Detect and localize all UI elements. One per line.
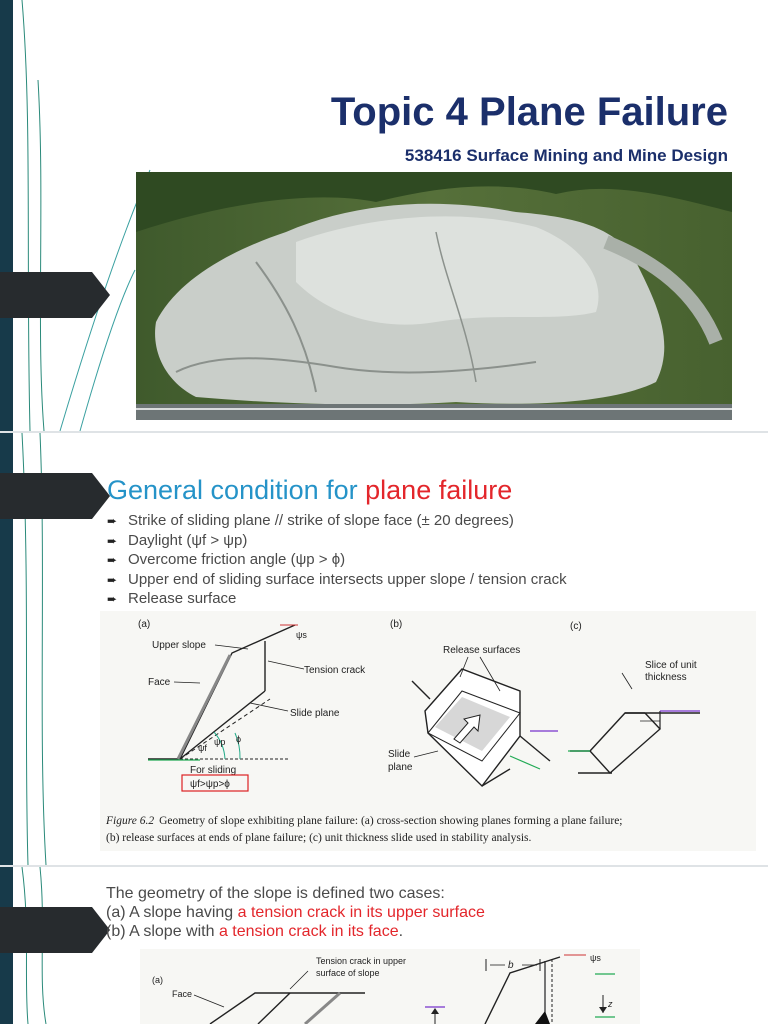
svg-text:plane: plane: [388, 762, 413, 773]
section-heading: General condition for plane failure: [107, 475, 513, 505]
arrow-bullet-icon: ➨: [107, 533, 118, 548]
list-item: ➨ Strike of sliding plane // strike of slope face (± 20 degrees): [107, 511, 567, 531]
list-item: ➨ Daylight (ψf > ψp): [107, 531, 567, 551]
rock-slope-photo: [136, 172, 732, 420]
section-tab: [0, 272, 110, 318]
panel-c-label: (c): [570, 621, 582, 632]
course-subtitle: 538416 Surface Mining and Mine Design: [404, 146, 728, 165]
plane-failure-figure: [100, 611, 756, 851]
face-label: Face: [172, 989, 193, 999]
svg-text:ψp: ψp: [214, 737, 226, 747]
list-item: ➨ Upper end of sliding surface intersects upper slope / tension crack: [107, 570, 567, 590]
sliding-condition: ψf>ψp>ϕ: [190, 779, 230, 790]
svg-text:ψf: ψf: [198, 743, 207, 753]
panel-a-label: (a): [138, 619, 151, 630]
case-b-line: (b) A slope with a tension crack in its face.: [106, 923, 404, 940]
tension-crack-label-2: surface of slope: [316, 968, 380, 978]
arrow-bullet-icon: ➨: [107, 572, 118, 587]
section-tab: [0, 907, 110, 953]
slide-plane-label: Slide plane: [290, 708, 340, 719]
arrow-bullet-icon: ➨: [107, 514, 118, 528]
face-label: Face: [148, 677, 171, 688]
slide-title: [0, 0, 768, 431]
geometry-cases-text: [106, 884, 485, 941]
arrow-bullet-icon: ➨: [107, 592, 118, 606]
slide-general-condition: [0, 433, 768, 865]
case-a-line: (a) A slope having a tension crack in its upper surface: [106, 904, 485, 921]
condition-list: [107, 511, 567, 609]
slide-geometry-cases: [0, 867, 768, 1024]
slope-geometry-figure: [140, 949, 640, 1024]
slice-label-1: Slice of unit: [645, 660, 697, 671]
panel-b-label: (b): [390, 619, 403, 630]
list-item: ➨ Release surface: [107, 589, 567, 609]
tension-crack-label: Tension crack: [304, 665, 366, 676]
heading-highlight: plane failure: [365, 475, 513, 505]
intro-line: The geometry of the slope is defined two cases:: [106, 885, 445, 902]
svg-text:b: b: [508, 960, 514, 971]
slice-label-2: thickness: [645, 672, 687, 683]
figure-caption-line-1: Figure 6.2 Geometry of slope exhibiting plane failure: (a) cross-section showing planes forming a plane failure;: [106, 815, 623, 827]
svg-text:Slide: Slide: [388, 749, 411, 760]
tension-crack-label-1: Tension crack in upper: [316, 956, 407, 966]
release-surfaces-label: Release surfaces: [443, 645, 521, 656]
panel-a-label: (a): [152, 975, 163, 985]
figure-caption-line-2: (b) release surfaces at ends of plane failure; (c) unit thickness slide used in stability analysis.: [106, 832, 532, 844]
arrow-bullet-icon: ➨: [107, 553, 118, 567]
section-tab: [0, 473, 110, 519]
svg-text:ϕ: ϕ: [236, 734, 242, 744]
slide-title-heading: Topic 4 Plane Failure: [330, 90, 728, 134]
for-sliding-label: For sliding: [190, 765, 237, 776]
svg-text:ψs: ψs: [590, 953, 601, 963]
svg-text:ψs: ψs: [296, 630, 307, 640]
upper-slope-label: Upper slope: [152, 640, 206, 651]
list-item: ➨ Overcome friction angle (ψp > ϕ): [107, 550, 567, 570]
svg-text:z: z: [608, 999, 613, 1009]
